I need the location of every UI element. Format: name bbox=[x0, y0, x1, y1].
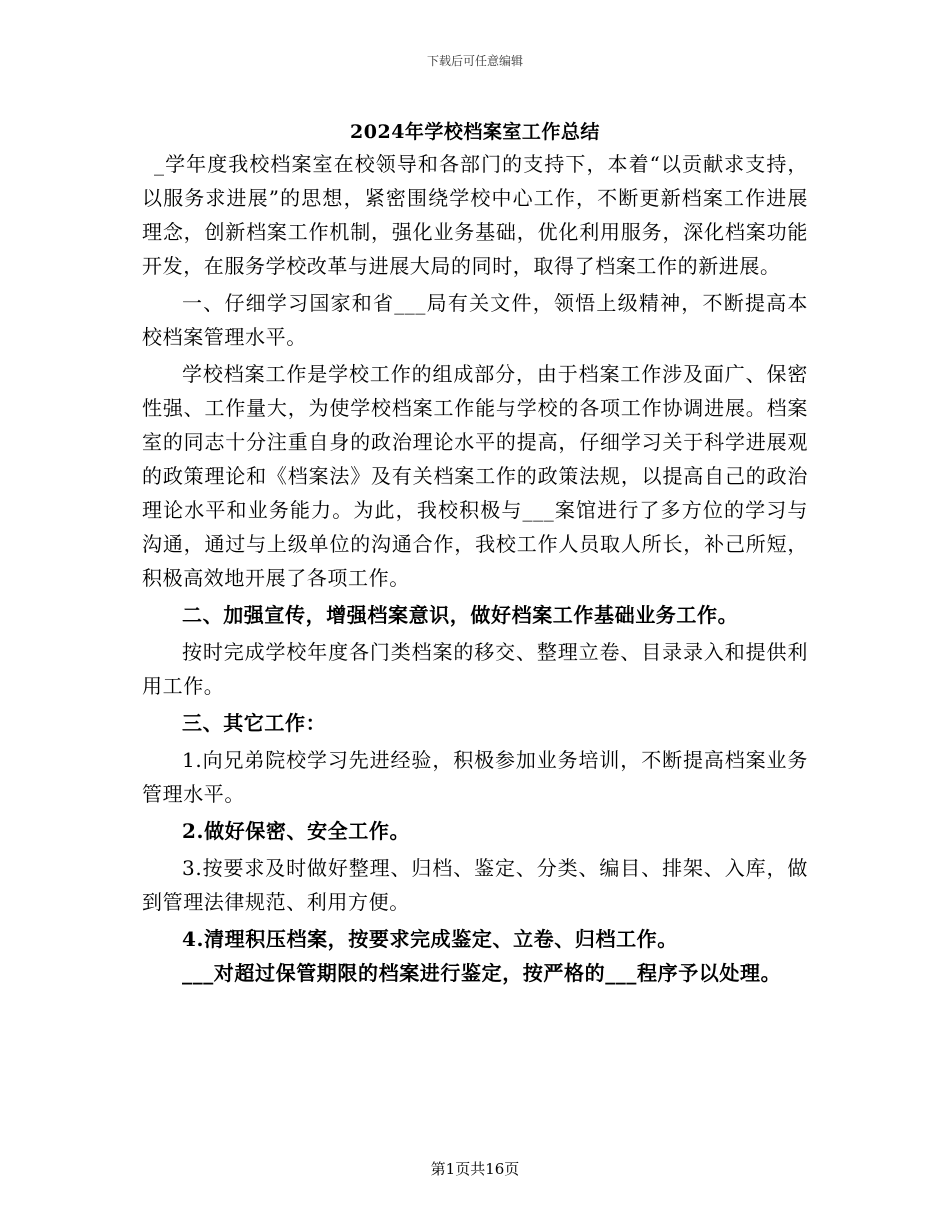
paragraph-section-1-body: 学校档案工作是学校工作的组成部分，由于档案工作涉及面广、保密性强、工作量大，为使学校档案工作能与学校的各项工作协调进展。档案室的同志十分注重自身的政治理论水平的提高，仔细学习关于科学进展观的政策理论和《档案法》及有关档案工作的政策法规，以提高自己的政治理论水平和业务能力。为此，我校积极与___案馆进行了多方位的学习与沟通，通过与上级单位的沟通合作，我校工作人员取人所长，补己所短，积极高效地开展了各项工作。 bbox=[142, 362, 808, 590]
list-item-3: 3.按要求及时做好整理、归档、鉴定、分类、编目、排架、入库，做到管理法律规范、利用方便。 bbox=[142, 856, 808, 914]
list-item-4: 4.清理积压档案，按要求完成鉴定、立卷、归档工作。 bbox=[182, 927, 678, 951]
paragraph-section-3-heading: 三、其它工作： bbox=[182, 711, 327, 735]
document-body bbox=[142, 147, 808, 990]
page-number: 第1页共16页 bbox=[430, 1160, 520, 1178]
paragraph-section-2-heading: 二、加强宣传，增强档案意识，做好档案工作基础业务工作。 bbox=[182, 603, 739, 627]
paragraph-intro: _学年度我校档案室在校领导和各部门的支持下，本着“以贡献求支持，以服务求进展”的思想，紧密围绕学校中心工作，不断更新档案工作进展理念，创新档案工作机制，强化业务基础，优化利用服务，深化档案功能开发，在服务学校改革与进展大局的同时，取得了档案工作的新进展。 bbox=[142, 152, 808, 278]
header-note: 下载后可任意编辑 bbox=[426, 54, 523, 68]
paragraph-final: ___对超过保管期限的档案进行鉴定，按严格的___程序予以处理。 bbox=[182, 961, 782, 985]
list-item-1: 1.向兄弟院校学习先进经验，积极参加业务培训，不断提高档案业务管理水平。 bbox=[142, 748, 808, 806]
paragraph-section-2-body: 按时完成学校年度各门类档案的移交、整理立卷、目录录入和提供利用工作。 bbox=[142, 640, 808, 698]
list-item-2: 2.做好保密、安全工作。 bbox=[182, 819, 411, 843]
paragraph-section-1-heading: 一、仔细学习国家和省___局有关文件，领悟上级精神，不断提高本校档案管理水平。 bbox=[142, 291, 808, 349]
document-title: 2024年学校档案室工作总结 bbox=[350, 121, 600, 143]
